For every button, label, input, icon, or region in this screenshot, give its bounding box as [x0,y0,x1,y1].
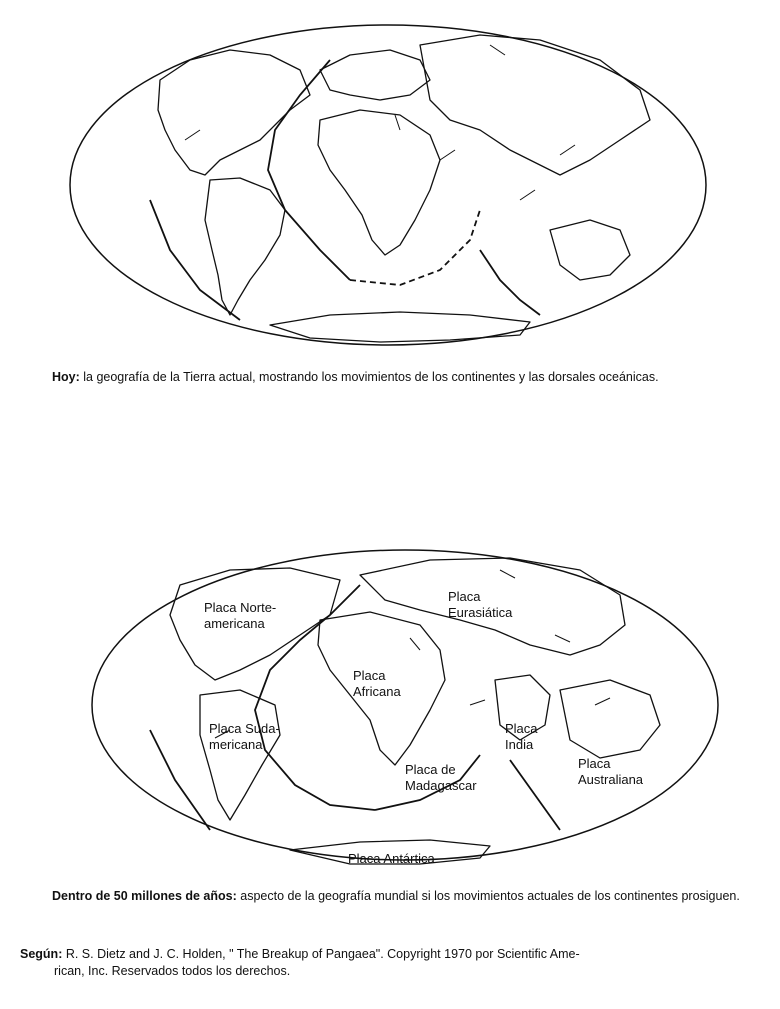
map-future [0,530,780,880]
plate-label-eurasian: Placa Eurasiática [448,589,513,620]
asia-coast [420,35,650,175]
australia-coast [560,680,660,758]
europe-coast [320,50,430,100]
south-america-coast [200,690,280,820]
west-ridge [150,730,210,830]
caption-today-text: la geografía de la Tierra actual, mostrando los movimientos de los continentes y las dorsales oceánicas. [79,370,659,384]
map-outline [70,25,706,345]
africa-coast [318,110,440,255]
credit-line-1: R. S. Dietz and J. C. Holden, " The Breakup of Pangaea". Copyright 1970 por Scientific Ame- [62,947,580,961]
caption-future [52,888,752,905]
south-america-coast [205,178,285,315]
plate-label-indian: Placa India [505,721,538,752]
caption-future-bold: Dentro de 50 millones de años: [52,889,237,903]
caption-today [52,369,752,386]
plate-label-south-american: Placa Suda-mericana [209,721,280,752]
australia-coast [550,220,630,280]
continents-today [158,35,650,342]
plate-label-african: Placa Africana [353,668,401,699]
plate-label-antarctic: Placa Antártica [348,851,435,866]
motion-arrows-future [215,570,610,738]
east-pacific-ridge [150,200,240,320]
antarctica-coast [270,312,530,342]
map-today [0,0,780,360]
south-ridge [510,760,560,830]
map-outline [92,550,718,860]
plate-label-madagascar: Placa de Madagascar [405,762,477,793]
south-indian-ridge [480,250,540,315]
source-credit [20,946,770,980]
plate-label-north-american: Placa Norte-americana [204,600,277,631]
motion-arrows-today [185,45,575,200]
credit-bold: Según: [20,947,63,961]
plate-label-australian: Placa Australiana [578,756,644,787]
caption-future-text: aspecto de la geografía mundial si los movimientos actuales de los continentes prosiguen. [236,889,740,903]
credit-line-2: rican, Inc. Reservados todos los derechos. [54,964,291,978]
caption-today-bold: Hoy: [52,370,80,384]
